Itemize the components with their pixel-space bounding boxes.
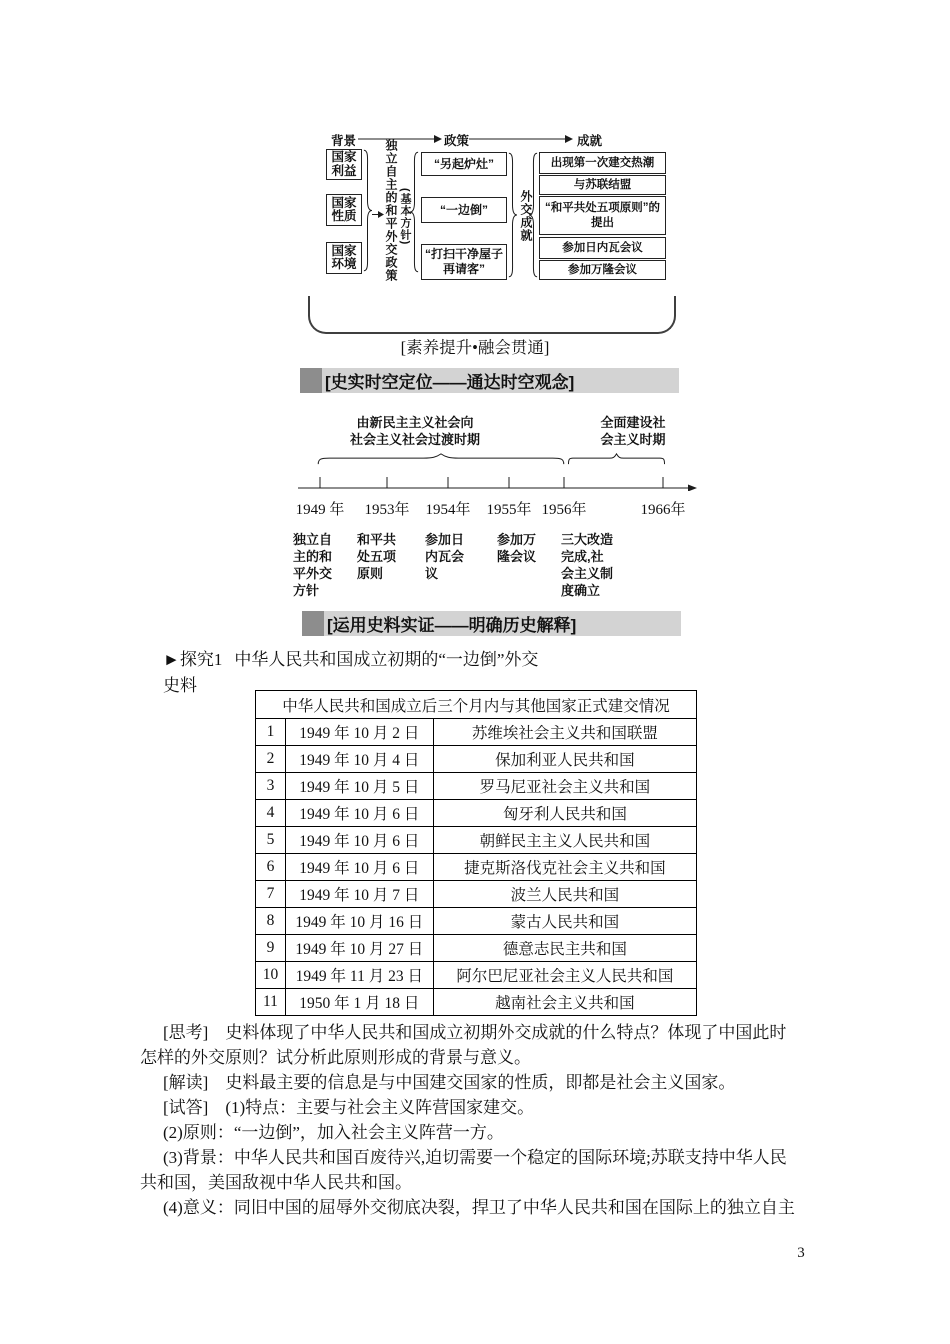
row-number: 1 [256, 719, 286, 746]
text-line: [试答] (1)特点：主要与社会主义阵营国家建交。 [163, 1098, 535, 1117]
row-number: 2 [256, 746, 286, 773]
policy-box-2: “一边倒” [421, 197, 507, 223]
table-row [256, 773, 697, 800]
question-answer-block [140, 1020, 840, 1220]
timeline [290, 414, 704, 610]
banner-title: [运用史料实证——明确历史解释] [324, 611, 681, 636]
row-country: 蒙古人民共和国 [433, 908, 696, 935]
table-row [256, 908, 697, 935]
timeline-event-4: 参加万隆会议 [497, 532, 537, 564]
row-date: 1949 年 10 月 6 日 [285, 800, 433, 827]
background-box-interest: 国家利益 [326, 149, 362, 180]
row-date: 1949 年 10 月 16 日 [285, 908, 433, 935]
right-brace [363, 149, 372, 272]
row-number: 4 [256, 800, 286, 827]
timeline-year-1955: 1955年 [486, 502, 532, 518]
inquiry-marker: ►探究1 [163, 650, 223, 669]
row-date: 1949 年 10 月 7 日 [285, 881, 433, 908]
table-row [256, 935, 697, 962]
row-country: 罗马尼亚社会主义共和国 [433, 773, 696, 800]
section-banner-evidence [302, 611, 681, 636]
achievement-box-1: 出现第一次建交热潮 [539, 152, 666, 174]
achievement-box-3: “和平共处五项原则”的提出 [539, 196, 666, 235]
policy-axis-note: (基本方针) [399, 188, 411, 246]
table-row [256, 719, 697, 746]
row-date: 1949 年 10 月 5 日 [285, 773, 433, 800]
inquiry-title: 中华人民共和国成立初期的“一边倒”外交 [234, 650, 539, 669]
row-number: 10 [256, 962, 286, 989]
row-country: 越南社会主义共和国 [433, 989, 696, 1016]
right-brace [508, 152, 517, 278]
table-row [256, 989, 697, 1016]
row-country: 捷克斯洛伐克社会主义共和国 [433, 854, 696, 881]
concept-map [300, 126, 682, 308]
concept-header-policy: 政策 [444, 134, 470, 148]
row-date: 1950 年 1 月 18 日 [285, 989, 433, 1016]
row-number: 8 [256, 908, 286, 935]
row-country: 保加利亚人民共和国 [433, 746, 696, 773]
text-line: 怎样的外交原则？试分析此原则形成的背景与意义。 [140, 1048, 531, 1067]
row-number: 9 [256, 935, 286, 962]
policy-box-1: “另起炉灶” [421, 152, 507, 176]
policy-axis-label: 独立自主的和平外交政策 [384, 139, 398, 282]
row-number: 7 [256, 881, 286, 908]
rounded-bottom-bracket [308, 296, 676, 334]
left-brace [529, 152, 538, 278]
row-country: 阿尔巴尼亚社会主义人民共和国 [433, 962, 696, 989]
timeline-event-5: 三大改造完成,社会主义制度确立 [561, 532, 614, 598]
table-row [256, 854, 697, 881]
arrow-right-icon [358, 133, 442, 145]
banner-square-icon [302, 611, 324, 636]
table-row [256, 962, 697, 989]
inquiry-heading [163, 645, 538, 670]
timeline-period-1: 由新民主主义社会向 社会主义社会过渡时期 [349, 415, 480, 447]
row-date: 1949 年 10 月 4 日 [285, 746, 433, 773]
achievement-box-5: 参加万隆会议 [539, 260, 666, 280]
timeline-event-1: 独立自主的和平外交方针 [293, 532, 333, 598]
section-banner-timespace [300, 368, 679, 393]
arrow-right-icon [469, 133, 573, 145]
text-line: (4)意义：同旧中国的屈辱外交彻底决裂，捍卫了中华人民共和国在国际上的独立自主 [163, 1198, 795, 1217]
timeline-period-2: 全面建设社 会主义时期 [600, 415, 666, 447]
row-date: 1949 年 10 月 6 日 [285, 827, 433, 854]
banner-title: [史实时空定位——通达时空观念] [322, 368, 679, 393]
text-line: (3)背景：中华人民共和国百废待兴,迫切需要一个稳定的国际环境;苏联支持中华人民 [163, 1148, 787, 1167]
row-country: 匈牙利人民共和国 [433, 800, 696, 827]
timeline-event-3: 参加日内瓦会议 [425, 532, 465, 581]
background-box-environment: 国家环境 [326, 242, 362, 274]
banner-square-icon [300, 368, 322, 393]
achievement-box-4: 参加日内瓦会议 [539, 237, 666, 259]
overbrace [568, 453, 665, 465]
timeline-axis [298, 474, 698, 491]
diplomatic-relations-table [255, 690, 697, 1016]
achievement-axis-label: 外交成就 [519, 190, 533, 242]
timeline-year-1966: 1966年 [640, 502, 686, 518]
row-country: 苏维埃社会主义共和国联盟 [433, 719, 696, 746]
row-date: 1949 年 10 月 2 日 [285, 719, 433, 746]
concept-header-achievement: 成就 [577, 134, 603, 148]
left-brace [410, 151, 419, 273]
row-number: 6 [256, 854, 286, 881]
table-title: 中华人民共和国成立后三个月内与其他国家正式建交情况 [256, 691, 697, 719]
row-country: 波兰人民共和国 [433, 881, 696, 908]
timeline-year-1949: 1949 年 [295, 502, 345, 518]
page-number: 3 [797, 1245, 805, 1261]
overbrace [317, 453, 565, 465]
background-box-nature: 国家性质 [326, 194, 362, 226]
table-row [256, 746, 697, 773]
table-row [256, 800, 697, 827]
row-country: 德意志民主共和国 [433, 935, 696, 962]
timeline-year-1956: 1956年 [541, 502, 587, 518]
timeline-year-1953: 1953年 [364, 502, 410, 518]
row-date: 1949 年 10 月 6 日 [285, 854, 433, 881]
table-row [256, 827, 697, 854]
row-number: 11 [256, 989, 286, 1016]
policy-box-3: “打扫干净屋子再请客” [421, 244, 507, 280]
achievement-box-2: 与苏联结盟 [539, 175, 666, 195]
table-row [256, 881, 697, 908]
text-line: (2)原则：“一边倒”，加入社会主义阵营一方。 [163, 1123, 504, 1142]
row-number: 5 [256, 827, 286, 854]
text-line: 共和国，美国敌视中华人民共和国。 [140, 1173, 412, 1192]
row-date: 1949 年 11 月 23 日 [285, 962, 433, 989]
concept-map-caption: [素养提升•融会贯通] [400, 338, 550, 357]
material-label: 史料 [163, 676, 197, 695]
row-date: 1949 年 10 月 27 日 [285, 935, 433, 962]
timeline-year-1954: 1954年 [425, 502, 471, 518]
timeline-event-2: 和平共处五项原则 [357, 532, 397, 581]
table-title-row [256, 691, 697, 719]
text-line: [解读] 史料最主要的信息是与中国建交国家的性质，即都是社会主义国家。 [163, 1073, 736, 1092]
concept-header-background: 背景 [331, 134, 357, 148]
row-number: 3 [256, 773, 286, 800]
text-line: [思考] 史料体现了中华人民共和国成立初期外交成就的什么特点？体现了中国此时 [163, 1023, 787, 1042]
row-country: 朝鲜民主主义人民共和国 [433, 827, 696, 854]
